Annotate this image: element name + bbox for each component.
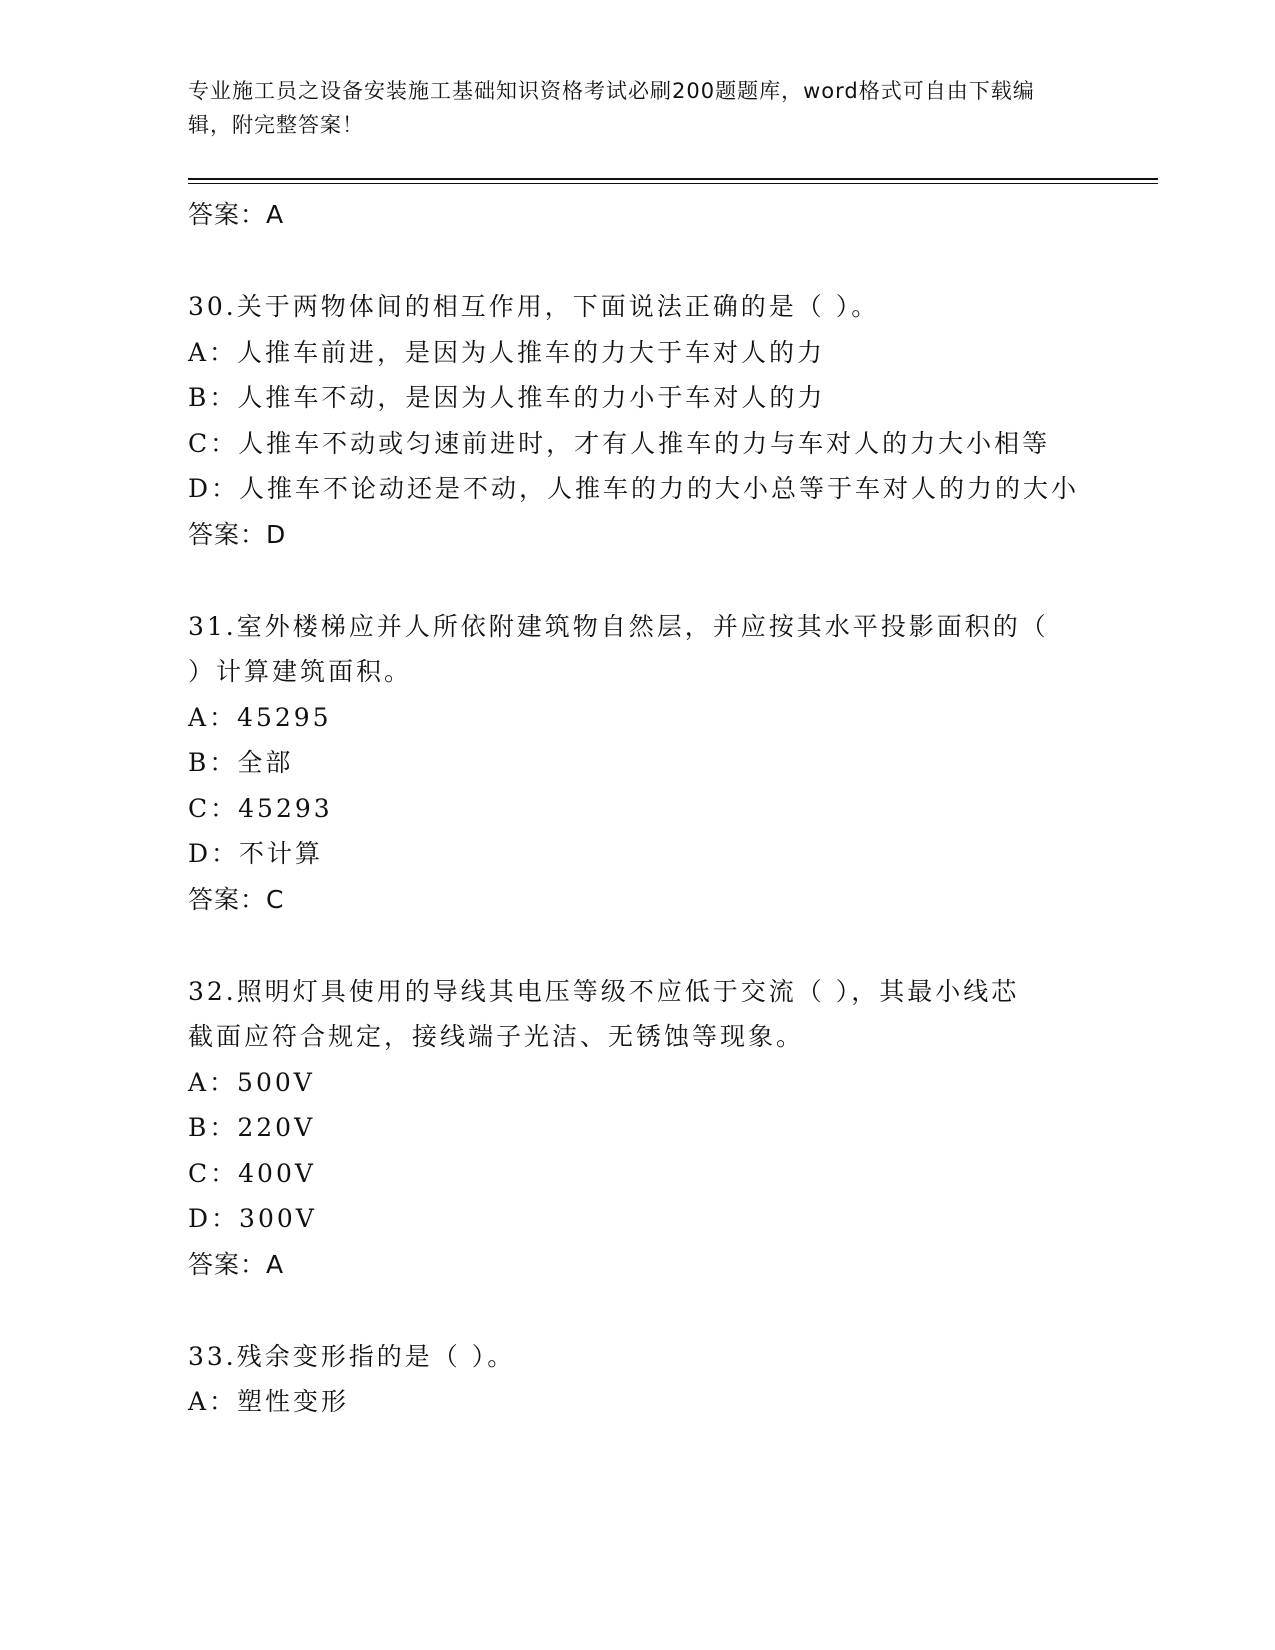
option-d: D：300V xyxy=(188,1204,317,1233)
option-b: B：220V xyxy=(188,1113,316,1142)
question-33 xyxy=(188,1334,1088,1425)
document-header: 专业施工员之设备安装施工基础知识资格考试必刷200题题库，word格式可自由下载编辑，附完整答案！ xyxy=(188,79,1035,137)
question-30 xyxy=(188,284,1088,558)
header-rule-thin xyxy=(188,183,1158,184)
option-a: A：塑性变形 xyxy=(188,1387,350,1416)
question-stem-continued: 截面应符合规定，接线端子光洁、无锈蚀等现象。 xyxy=(188,1022,805,1051)
option-c: C：400V xyxy=(188,1158,316,1188)
option-d: D：不计算 xyxy=(188,839,324,868)
question-stem: 30.关于两物体间的相互作用，下面说法正确的是（ ）。 xyxy=(188,292,880,321)
option-d: D：人推车不论动还是不动，人推车的力的大小总等于车对人的力的大小 xyxy=(188,474,1080,503)
question-32 xyxy=(188,969,1088,1288)
question-stem: 33.残余变形指的是（ ）。 xyxy=(188,1341,516,1371)
option-c: C：人推车不动或匀速前进时，才有人推车的力与车对人的力大小相等 xyxy=(188,428,1051,458)
option-a: A：人推车前进，是因为人推车的力大于车对人的力 xyxy=(188,337,826,367)
option-a: A：45295 xyxy=(188,702,332,732)
question-31 xyxy=(188,604,1088,923)
option-c: C：45293 xyxy=(188,793,333,823)
answer-line: 答案：C xyxy=(188,884,285,914)
answer-line: 答案：D xyxy=(188,519,287,549)
answer-line: 答案：A xyxy=(188,200,285,229)
option-b: B：全部 xyxy=(188,748,294,777)
question-stem-continued: ）计算建筑面积。 xyxy=(188,657,413,686)
question-stem: 31.室外楼梯应并人所依附建筑物自然层，并应按其水平投影面积的（ xyxy=(188,611,1049,641)
question-stem: 32.照明灯具使用的导线其电压等级不应低于交流（ ），其最小线芯 xyxy=(188,976,1020,1006)
option-b: B：人推车不动，是因为人推车的力小于车对人的力 xyxy=(188,383,826,412)
answer-line: 答案：A xyxy=(188,1249,285,1279)
header-rule-thick xyxy=(188,178,1158,180)
option-a: A：500V xyxy=(188,1067,315,1097)
question-list xyxy=(188,188,1088,1425)
